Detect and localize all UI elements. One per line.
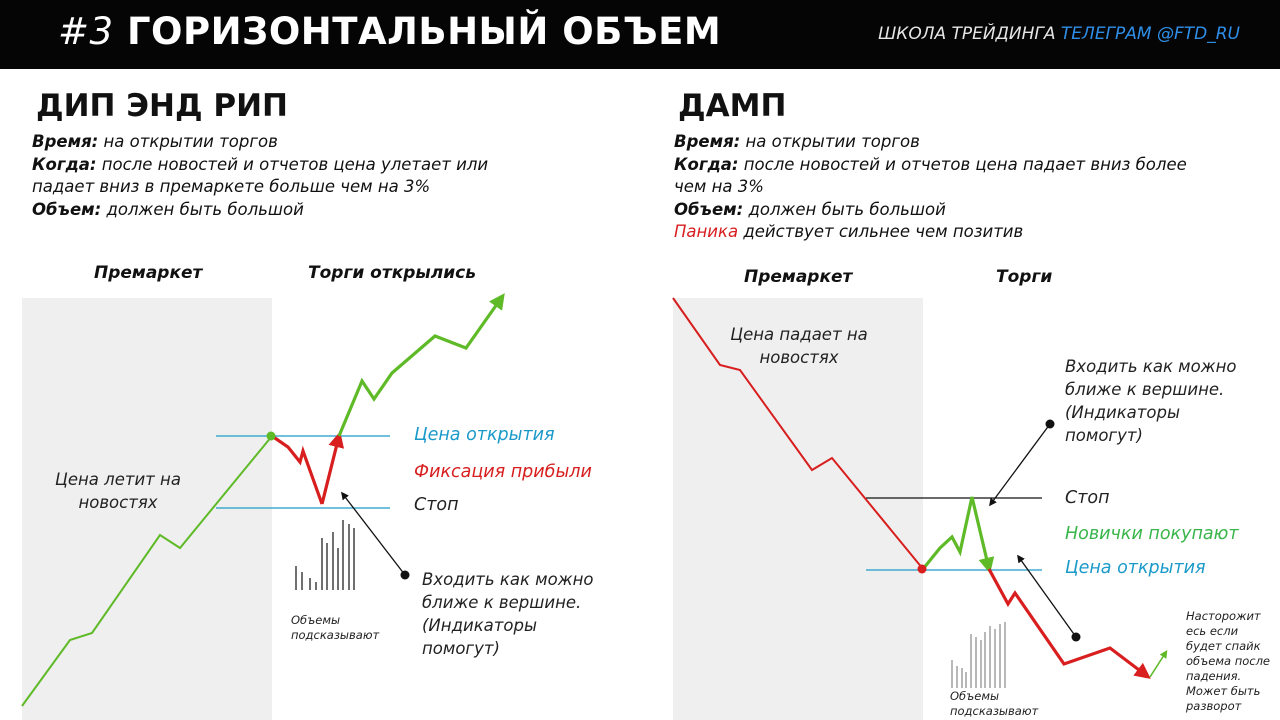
panic-label: Паника bbox=[674, 222, 739, 241]
volumes-note-right bbox=[950, 689, 1038, 719]
open-dot-left bbox=[267, 432, 276, 441]
when-label: Когда: bbox=[32, 154, 97, 174]
price-news-line-2: новостях bbox=[78, 493, 158, 512]
brand-school: ШКОЛА ТРЕЙДИНГА bbox=[878, 24, 1056, 44]
volume-text: должен быть большой bbox=[748, 199, 946, 219]
entry-line-3: (Индикаторы bbox=[422, 616, 537, 635]
profit-taking-label: Фиксация прибыли bbox=[414, 462, 592, 482]
when-row bbox=[674, 154, 1187, 177]
reversal-line bbox=[1150, 652, 1166, 677]
telegram-link[interactable]: ТЕЛЕГРАМ @FTD_RU bbox=[1060, 24, 1240, 44]
when-row bbox=[32, 154, 488, 177]
alert-line-3: будет спайк bbox=[1186, 639, 1261, 653]
volume-label: Объем: bbox=[674, 199, 744, 219]
trading-header-right: Торги bbox=[996, 267, 1053, 287]
entry-pointer-dot-left bbox=[401, 571, 410, 580]
entry-note-left bbox=[422, 568, 593, 660]
open-price-label-left: Цена открытия bbox=[414, 425, 555, 445]
newbies-bounce-line bbox=[923, 497, 989, 569]
when-label: Когда: bbox=[674, 154, 739, 174]
entry-line-4: помогут) bbox=[1065, 426, 1143, 445]
entry-line-2: ближе к вершине. bbox=[1065, 380, 1225, 399]
premarket-header-left: Премаркет bbox=[94, 263, 203, 283]
info-block-right bbox=[674, 131, 1187, 244]
alert-line-2: есь если bbox=[1186, 624, 1239, 638]
section-title-dump: ДАМП bbox=[678, 88, 787, 124]
time-label: Время: bbox=[674, 132, 741, 151]
entry-line-1: Входить как можно bbox=[422, 570, 594, 589]
when-text-1: после новостей и отчетов цена улетает или bbox=[101, 154, 489, 174]
price-news-line-2: новостях bbox=[759, 348, 839, 367]
trading-header-left: Торги открылись bbox=[308, 263, 476, 283]
panic-row bbox=[674, 221, 1187, 244]
volumes-note-left bbox=[291, 613, 379, 643]
newbies-label: Новички покупают bbox=[1065, 524, 1239, 544]
price-news-note-right bbox=[726, 323, 872, 369]
entry-pointer-right bbox=[990, 424, 1050, 505]
stop-label-right: Стоп bbox=[1065, 488, 1110, 508]
time-text: на открытии торгов bbox=[745, 132, 920, 151]
entry-pointer-left bbox=[342, 493, 405, 575]
price-news-line-1: Цена летит на bbox=[55, 470, 181, 489]
rally-line bbox=[339, 297, 502, 436]
volume-label: Объем: bbox=[32, 199, 102, 219]
rebound-line bbox=[322, 436, 339, 504]
volumes-line-1: Объемы bbox=[291, 613, 341, 627]
premarket-header-right: Премаркет bbox=[744, 267, 853, 287]
time-label: Время: bbox=[32, 132, 99, 151]
alert-line-5: падения. bbox=[1186, 669, 1242, 683]
volumes-line-2: подсказывают bbox=[291, 628, 380, 642]
alert-line-4: объема после bbox=[1186, 654, 1271, 668]
volumes-line-2: подсказывают bbox=[950, 704, 1039, 718]
title-number: #3 bbox=[58, 10, 114, 53]
volume-row bbox=[674, 199, 1187, 222]
entry-line-3: (Индикаторы bbox=[1065, 403, 1180, 422]
panic-text: действует сильнее чем позитив bbox=[743, 222, 1024, 241]
alert-note-right bbox=[1186, 609, 1276, 714]
entry-pointer-dot-right bbox=[1046, 420, 1055, 429]
price-news-note-left bbox=[48, 468, 188, 514]
dump-line bbox=[989, 569, 1147, 676]
volume-bars-left bbox=[296, 520, 354, 590]
volume-row bbox=[32, 199, 488, 222]
time-text: на открытии торгов bbox=[103, 132, 278, 151]
alert-line-6: Может быть bbox=[1186, 684, 1261, 698]
time-row bbox=[674, 131, 1187, 154]
volumes-line-1: Объемы bbox=[950, 689, 1000, 703]
title-text: ГОРИЗОНТАЛЬНЫЙ ОБЪЕМ bbox=[126, 10, 722, 53]
entry-line-1: Входить как можно bbox=[1065, 357, 1237, 376]
entry-line-4: помогут) bbox=[422, 639, 500, 658]
alert-line-1: Насторожит bbox=[1186, 609, 1261, 623]
when-text-2: чем на 3% bbox=[674, 177, 764, 196]
stop-label-left: Стоп bbox=[414, 495, 459, 515]
entry-note-right bbox=[1065, 355, 1236, 447]
volume-bars-right bbox=[952, 622, 1005, 688]
section-title-dip-and-rip: ДИП ЭНД РИП bbox=[36, 88, 288, 124]
when-text-1: после новостей и отчетов цена падает вниз более bbox=[743, 154, 1187, 174]
volume-text: должен быть большой bbox=[106, 199, 304, 219]
time-row bbox=[32, 131, 488, 154]
volume-pointer-dot-right bbox=[1072, 633, 1081, 642]
alert-line-7: разворот bbox=[1186, 699, 1242, 713]
when-text-2: падает вниз в премаркете больше чем на 3% bbox=[32, 177, 431, 196]
price-news-line-1: Цена падает на bbox=[730, 325, 868, 344]
info-block-left bbox=[32, 131, 488, 221]
open-dot-right bbox=[918, 565, 927, 574]
profit-taking-line bbox=[272, 436, 322, 504]
entry-line-2: ближе к вершине. bbox=[422, 593, 582, 612]
open-price-label-right: Цена открытия bbox=[1065, 558, 1206, 578]
